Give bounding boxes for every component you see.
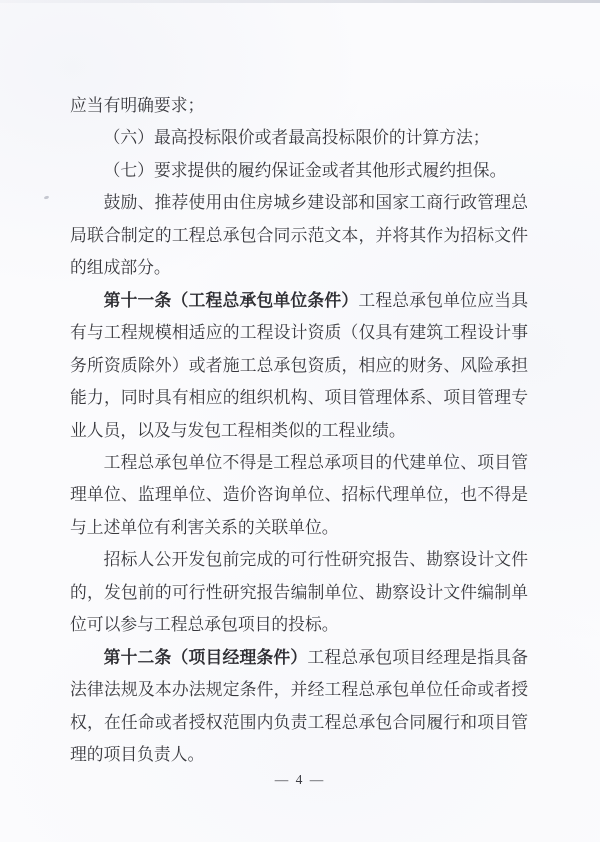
text-line: [70, 220, 528, 252]
text-line: [70, 479, 528, 511]
text-run: 法律法规及本办法规定条件，并经工程总承包单位任命或者授: [70, 680, 528, 700]
scan-speck-artifact: [44, 195, 50, 199]
text-line: [70, 544, 528, 576]
text-run: 有与工程规模相适应的工程设计资质（仅具有建筑工程设计事: [70, 323, 528, 343]
text-run: 位可以参与工程总承包项目的投标。: [70, 615, 339, 635]
text-run: 应当有明确要求；: [70, 96, 205, 115]
text-run: 能力，同时具有相应的组织机构、项目管理体系、项目管理专: [70, 388, 528, 408]
text-run: 招标人公开发包前完成的可行性研究报告、勘察设计文件: [103, 550, 528, 570]
text-run: （六）最高投标限价或者最高投标限价的计算方法；: [103, 128, 490, 148]
text-line: [70, 382, 528, 414]
text-run: 业人员，以及与发包工程相类似的工程业绩。: [70, 420, 406, 440]
text-run: 工程总承包项目经理是指具备: [307, 647, 528, 667]
text-run: 理单位、监理单位、造价咨询单位、招标代理单位，也不得是: [70, 485, 528, 505]
text-run: 工程总承包单位应当具: [358, 290, 528, 310]
text-run: 的，发包前的可行性研究报告编制单位、勘察设计文件编制单: [70, 582, 528, 602]
text-line: [70, 350, 528, 382]
article-heading-term: 第十二条（项目经理条件）: [103, 647, 308, 667]
text-run: 权，在任命或者授权范围内负责工程总承包合同履行和项目管: [70, 712, 528, 732]
text-line: [70, 90, 528, 122]
text-line: [70, 122, 528, 154]
text-run: （七）要求提供的履约保证金或者其他形式履约担保。: [103, 160, 507, 180]
text-line: [70, 609, 528, 641]
text-line: [70, 155, 528, 187]
text-run: 工程总承包单位不得是工程总承项目的代建单位、项目管: [103, 452, 528, 472]
text-line: [70, 577, 528, 609]
text-line: [70, 317, 528, 349]
text-line: [70, 447, 528, 479]
text-line: [70, 739, 528, 771]
text-line: [70, 512, 528, 544]
text-run: 与上述单位有利害关系的关联单位。: [70, 517, 339, 537]
article-heading-term: 第十一条（工程总承包单位条件）: [103, 290, 359, 310]
scan-edge-artifact: [0, 0, 600, 3]
text-run: 局联合制定的工程总承包合同示范文本，并将其作为招标文件: [70, 225, 528, 245]
text-line: [70, 674, 528, 706]
text-line: [70, 187, 528, 219]
text-line: [70, 707, 528, 739]
text-line: [70, 415, 528, 447]
document-body: [70, 90, 528, 772]
text-run: 务所资质除外）或者施工总承包资质，相应的财务、风险承担: [70, 355, 528, 375]
text-run: 鼓励、推荐使用由住房城乡建设部和国家工商行政管理总: [103, 193, 528, 213]
text-line: [70, 285, 528, 317]
text-run: 的组成部分。: [70, 258, 171, 278]
text-line: [70, 252, 528, 284]
text-line: [70, 642, 528, 674]
page-number: — 4 —: [274, 772, 326, 787]
text-run: 理的项目负责人。: [70, 745, 205, 765]
